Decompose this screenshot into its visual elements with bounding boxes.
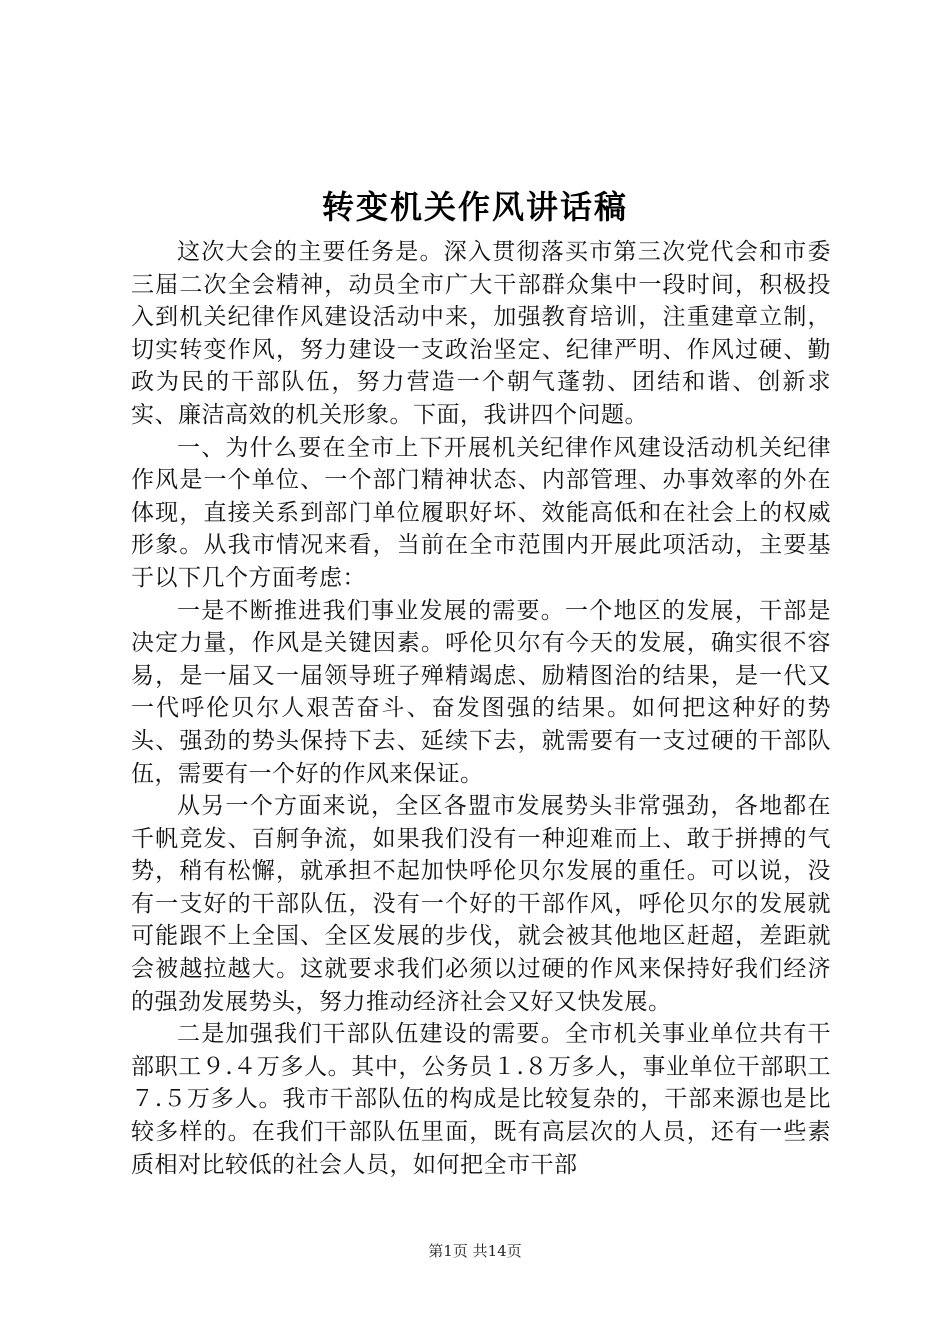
paragraph: 一、为什么要在全市上下开展机关纪律作风建设活动机关纪律作风是一个单位、一个部门精神状态、内部管理、办事效率的外在体现，直接关系到部门单位履职好坏、效能高低和在社会上的权威形象。从我市情况来看，当前在全市范围内开展此项活动，主要基于以下几个方面考虑： [131, 434, 831, 591]
paragraph: 二是加强我们干部队伍建设的需要。全市机关事业单位共有干部职工９.４万多人。其中，公务员１.８万多人，事业单位干部职工７.５万多人。我市干部队伍的构成是比较复杂的，干部来源也是比较多样的。在我们干部队伍里面，既有高层次的人员，还有一些素质相对比较低的社会人员，如何把全市干部 [131, 1021, 831, 1178]
paragraph: 一是不断推进我们事业发展的需要。一个地区的发展，干部是决定力量，作风是关键因素。呼伦贝尔有今天的发展，确实很不容易，是一届又一届领导班子殚精竭虑、励精图治的结果，是一代又一代呼伦贝尔人艰苦奋斗、奋发图强的结果。如何把这种好的势头、强劲的势头保持下去、延续下去，就需要有一支过硬的干部队伍，需要有一个好的作风来保证。 [131, 597, 831, 787]
page-footer: 第1页 共14页 [428, 1242, 522, 1260]
document-body [131, 236, 831, 1181]
paragraph: 这次大会的主要任务是。深入贯彻落买市第三次党代会和市委三届二次全会精神，动员全市广大干部群众集中一段时间，积极投入到机关纪律作风建设活动中来，加强教育培训，注重建章立制，切实转变作风，努力建设一支政治坚定、纪律严明、作风过硬、勤政为民的干部队伍，努力营造一个朝气蓬勃、团结和谐、创新求实、廉洁高效的机关形象。下面，我讲四个问题。 [131, 239, 831, 428]
paragraph: 从另一个方面来说，全区各盟市发展势头非常强劲，各地都在千帆竞发、百舸争流，如果我们没有一种迎难而上、敢于拼搏的气势，稍有松懈，就承担不起加快呼伦贝尔发展的重任。可以说，没有一支好的干部队伍，没有一个好的干部作风，呼伦贝尔的发展就可能跟不上全国、全区发展的步伐，就会被其他地区赶超，差距就会被越拉越大。这就要求我们必须以过硬的作风来保持好我们经济的强劲发展势头，努力推动经济社会又好又快发展。 [131, 793, 831, 1015]
document-title: 转变机关作风讲话稿 [321, 188, 628, 226]
